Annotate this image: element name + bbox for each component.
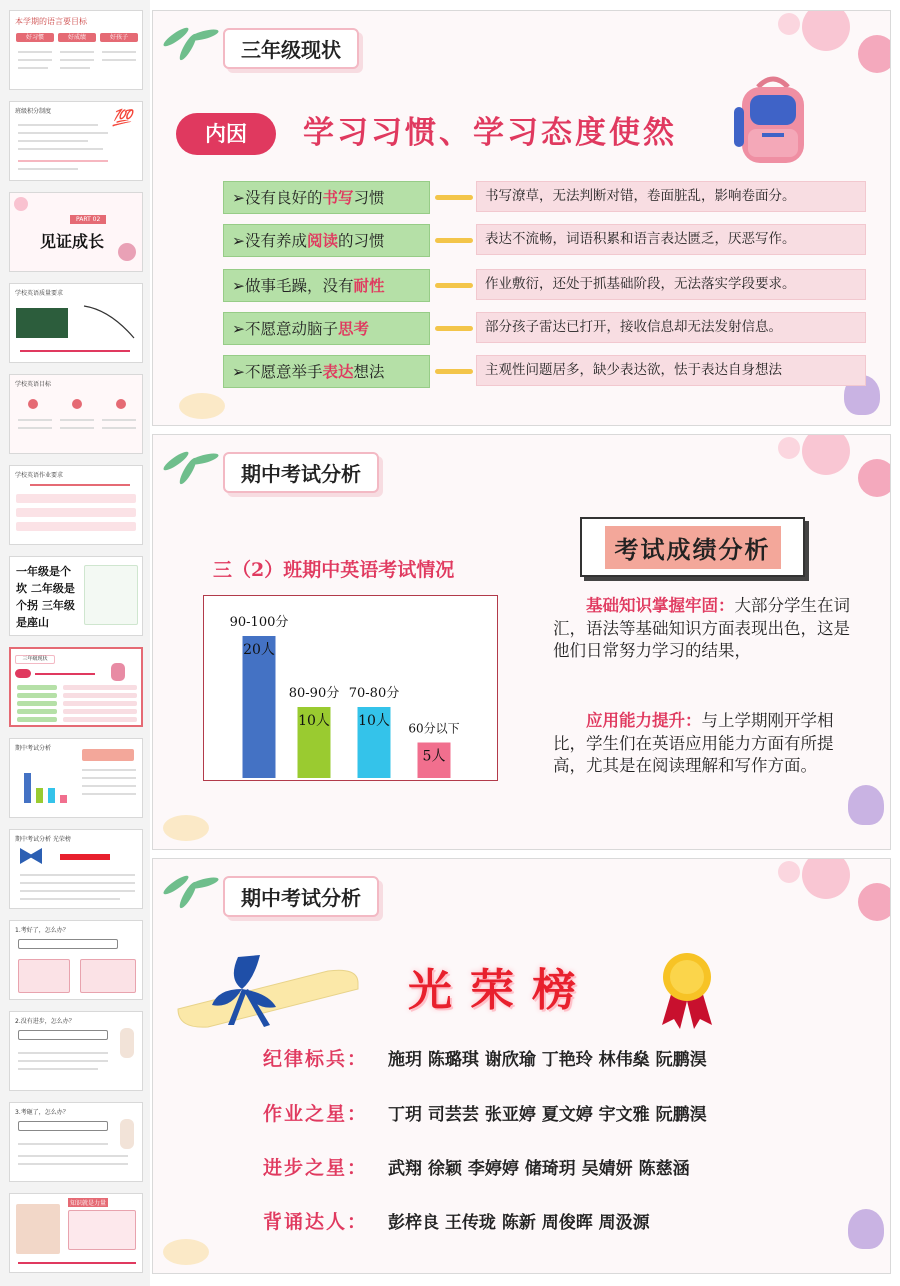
connector-bar [435,195,473,200]
internal-cause-badge: 内因 [176,113,276,155]
chart-category-label: 60分以下 [408,721,460,736]
chart-category-label: 80-90分 [288,686,340,701]
effect-item: 作业敷衍，还处于抓基础阶段，无法落实学段要求。 [476,269,866,300]
thumbnail-title: 学校英语质量要求 [15,290,64,297]
slide-thumbnail-11[interactable] [9,920,143,1000]
chart-category-label: 90-100分 [229,615,289,630]
cause-row-5 [223,355,863,388]
chart-canvas [204,596,499,782]
exam-analysis-title: 考试成绩分析 [605,526,781,569]
cause-item: ➢不愿意动脑子思考 [223,312,430,345]
honor-roll-title: 光荣榜 [408,965,594,1016]
connector-bar [435,369,473,374]
thumbnail-title: 1.考好了，怎么办？ [15,927,69,934]
slide-thumbnail-9[interactable] [9,738,143,818]
connector-bar [435,283,473,288]
thumbnail-title: 知识就是力量 [70,1200,107,1207]
award-names: 施玥 陈璐琪 谢欣瑜 丁艳玲 林伟燊 阮鹏淏 [388,1050,707,1070]
thumbnail-title: 期中考试分析 [15,745,52,752]
cause-row-2 [223,224,863,257]
chart-value-label: 10人 [298,713,330,729]
thumbnail-title: 一年级是个坎 二年级是个拐 三年级是座山 [16,565,75,629]
slide-three-grade-status[interactable] [152,10,891,426]
award-names: 彭梓良 王传珑 陈新 周俊晖 周汲源 [388,1213,650,1233]
effect-item: 主观性问题居多，缺少表达欲，怯于表达自身想法 [476,355,866,386]
chart-category-label: 70-80分 [348,686,400,701]
award-row-discipline [263,1044,883,1074]
analysis-paragraph-2: 应用能力提升：与上学期刚开学相比，学生们在英语应用能力方面有所提高，尤其是在阅读理解和写作方面。 [553,711,834,775]
effect-item: 表达不流畅，词语积累和语言表达匮乏，厌恶写作。 [476,224,866,255]
award-label: 作业之星： [263,1103,369,1125]
slide-thumbnail-4[interactable] [9,283,143,363]
hundred-icon: 💯 [112,108,132,127]
slide-midterm-analysis[interactable] [152,434,891,850]
cause-item: ➢没有养成阅读的习惯 [223,224,430,257]
effect-item: 书写潦草，无法判断对错，卷面脏乱，影响卷面分。 [476,181,866,212]
thumbnail-pill: 好习惯 [16,33,54,42]
exam-analysis-box [580,517,805,577]
thumbnail-title: 期中考试分析 光荣榜 [15,836,71,843]
chart-title: 三（2）班期中英语考试情况 [213,559,455,581]
slide-thumbnail-5[interactable] [9,374,143,454]
slide-thumbnail-8[interactable] [9,647,143,727]
connector-bar [435,326,473,331]
cause-row-1 [223,181,863,214]
slide-thumbnail-14[interactable] [9,1193,143,1273]
thumbnail-title: 3.考砸了，怎么办？ [15,1109,69,1116]
analysis-paragraph-1: 基础知识掌握牢固：大部分学生在词汇，语法等基础知识方面表现出色，这是他们日常努力学习的结果， [553,596,850,660]
award-label: 进步之星： [263,1157,369,1179]
certificate-scroll-icon [168,949,368,1029]
score-bar-chart [203,595,498,781]
thumbnail-title: 学校英语目标 [15,381,52,388]
slide-honor-roll[interactable] [152,858,891,1274]
award-names: 丁玥 司芸芸 张亚婷 夏文婷 宇文雅 阮鹏淏 [388,1105,707,1125]
award-row-progress [263,1153,883,1183]
award-row-homework [263,1099,883,1129]
connector-bar [435,238,473,243]
chalkboard-image [16,308,68,338]
slide-headline: 学习习惯、学习态度使然 [303,115,677,151]
backpack-icon [728,73,818,168]
medal-icon [658,951,716,1031]
effect-item: 部分孩子雷达已打开，接收信息却无法发射信息。 [476,312,866,343]
award-label: 背诵达人： [263,1211,369,1233]
slide-thumbnail-panel [0,0,150,1286]
slide-title-tag: 期中考试分析 [223,876,379,917]
thumbnail-title: 2.没有进步，怎么办？ [15,1018,75,1025]
chart-value-label: 5人 [422,748,446,765]
chart-value-label: 10人 [358,713,390,729]
thumbnail-title: 班级积分制度 [15,108,52,115]
slide-thumbnail-2[interactable] [9,101,143,181]
slide-thumbnail-3[interactable] [9,192,143,272]
thumbnail-pill: 好孩子 [100,33,138,42]
award-label: 纪律标兵： [263,1048,369,1070]
ribbon-bow-icon [20,848,42,864]
slide-thumbnail-13[interactable] [9,1102,143,1182]
chart-value-label: 20人 [243,642,275,658]
slide-thumbnail-6[interactable] [9,465,143,545]
thumbnail-title: 三年级现状 [15,655,55,664]
cause-item: ➢做事毛躁，没有耐性 [223,269,430,302]
slide-thumbnail-10[interactable] [9,829,143,909]
thumbnail-title: 学校英语作业要求 [15,472,64,479]
thumbnail-part-tag: PART 02 [70,215,106,224]
thumbnail-pill: 好成绩 [58,33,96,42]
slide-title-tag: 期中考试分析 [223,452,379,493]
award-names: 武翔 徐颖 李婷婷 储琦玥 吴婧妍 陈慈涵 [388,1159,690,1179]
cause-row-3 [223,269,863,302]
slide-thumbnail-1[interactable] [9,10,143,90]
cause-item: ➢没有良好的书写习惯 [223,181,430,214]
thumbnail-title: 见证成长 [40,232,105,251]
slide-thumbnail-12[interactable] [9,1011,143,1091]
thumbnail-title: 本学期的语言要目标 [15,17,87,26]
slide-title-tag: 三年级现状 [223,28,359,69]
slide-thumbnail-7[interactable] [9,556,143,636]
cause-row-4 [223,312,863,345]
award-row-recitation [263,1207,883,1237]
cause-item: ➢不愿意举手表达想法 [223,355,430,388]
thumbnail-bar-chart [22,773,70,803]
thumbnail-curve [80,300,138,342]
